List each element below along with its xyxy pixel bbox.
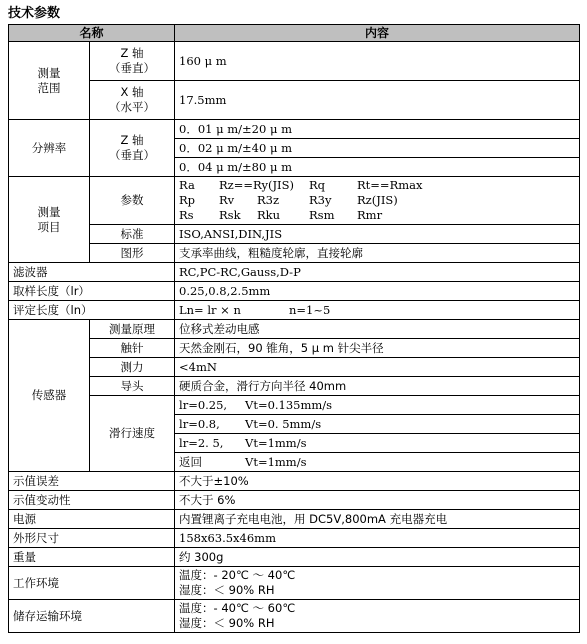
eval-value [175, 301, 580, 320]
speed-condition: lr=0.8, [179, 416, 220, 431]
range-label-b: 范围 [37, 80, 61, 95]
sensor-skid-value: 硬质合金，滑行方向半径 40mm [175, 377, 580, 396]
items-label-a: 测量 [37, 204, 61, 219]
items-params-value [175, 177, 580, 225]
header-row [9, 25, 580, 42]
spec-table [8, 24, 580, 633]
error-label: 示值误差 [9, 472, 175, 491]
size-value: 158x63.5x46mm [175, 529, 580, 548]
sensor-skid-row [9, 377, 580, 396]
filter-label: 滤波器 [9, 263, 175, 282]
sensor-principle-value: 位移式差动电感 [175, 320, 580, 339]
header-content: 内容 [175, 25, 580, 42]
resolution-row-1 [9, 120, 580, 139]
params-line-2 [179, 193, 575, 208]
variation-value: 不大于 6% [175, 491, 580, 510]
resolution-z-b: （垂直） [109, 148, 155, 162]
range-z-label [90, 42, 175, 81]
range-x-a: X 轴 [120, 85, 144, 99]
items-standard-row [9, 225, 580, 244]
filter-value: RC,PC-RC,Gauss,D-P [175, 263, 580, 282]
sensor-speed-row-1 [9, 396, 580, 415]
sensor-principle-row [9, 320, 580, 339]
sensor-principle-label: 测量原理 [90, 320, 175, 339]
items-standard-label: 标准 [90, 225, 175, 244]
items-standard-value: ISO,ANSI,DIN,JIS [175, 225, 580, 244]
eval-range: n=1~5 [289, 302, 331, 317]
speed-condition: 返回 [179, 454, 203, 469]
speed-row [175, 396, 580, 415]
weight-value: 约 300g [175, 548, 580, 567]
speed-value: Vt=0.135mm/s [245, 397, 333, 412]
speed-row [175, 415, 580, 434]
speed-value: Vt=1mm/s [245, 435, 307, 450]
eval-formula: Ln= lr × n [179, 302, 241, 317]
items-params-row [9, 177, 580, 225]
cutoff-value: 0.25,0.8,2.5mm [175, 282, 580, 301]
range-x-label [90, 81, 175, 120]
param: Rmr [357, 208, 383, 222]
header-name: 名称 [9, 25, 175, 42]
range-x-value: 17.5mm [175, 81, 580, 120]
resolution-value-3: 0．04 μ m/±80 μ m [175, 158, 580, 177]
power-row [9, 510, 580, 529]
speed-row [175, 453, 580, 472]
eval-row [9, 301, 580, 320]
store-env-temp: 温度：- 40℃ ～ 60℃ [179, 601, 296, 615]
sensor-stylus-row [9, 339, 580, 358]
power-value: 内置锂离子充电电池，用 DC5V,800mA 充电器充电 [175, 510, 580, 529]
variation-label: 示值变动性 [9, 491, 175, 510]
params-line-3 [179, 208, 575, 223]
size-label: 外形尺寸 [9, 529, 175, 548]
resolution-value-2: 0．02 μ m/±40 μ m [175, 139, 580, 158]
param: Rsk [219, 208, 241, 222]
speed-value: Vt=0. 5mm/s [245, 416, 322, 431]
weight-row [9, 548, 580, 567]
sensor-force-value: <4mN [175, 358, 580, 377]
sensor-stylus-value: 天然金刚石，90 锥角，5 μ m 针尖半径 [175, 339, 580, 358]
range-z-value: 160 μ m [175, 42, 580, 81]
param: R3y [309, 193, 332, 207]
param: Rs [179, 208, 194, 222]
param: Ra [179, 178, 195, 192]
work-env-value [175, 567, 580, 600]
store-env-value [175, 600, 580, 633]
error-row [9, 472, 580, 491]
work-env-label: 工作环境 [9, 567, 175, 600]
items-graphics-label: 图形 [90, 244, 175, 263]
resolution-value-1: 0．01 μ m/±20 μ m [175, 120, 580, 139]
work-env-temp: 温度：- 20℃ ～ 40℃ [179, 568, 296, 582]
items-graphics-value: 支承率曲线，粗糙度轮廓，直接轮廓 [175, 244, 580, 263]
store-env-row [9, 600, 580, 633]
power-label: 电源 [9, 510, 175, 529]
cutoff-label: 取样长度（lr） [9, 282, 175, 301]
variation-row [9, 491, 580, 510]
work-env-row [9, 567, 580, 600]
sensor-stylus-label: 触针 [90, 339, 175, 358]
store-env-label: 储存运输环境 [9, 600, 175, 633]
range-label [9, 42, 90, 120]
sensor-label: 传感器 [9, 320, 90, 472]
page-title: 技术参数 [8, 6, 61, 21]
store-env-humidity: 湿度：＜ 90% RH [179, 616, 275, 630]
speed-condition: lr=0.25, [179, 397, 228, 412]
sensor-force-row [9, 358, 580, 377]
weight-label: 重量 [9, 548, 175, 567]
sensor-speed-label: 滑行速度 [90, 396, 175, 472]
param: Rv [219, 193, 235, 207]
error-value: 不大于±10% [175, 472, 580, 491]
param: Rp [179, 193, 196, 207]
range-x-b: （水平） [109, 100, 155, 114]
param: Rq [309, 178, 326, 192]
range-z-a: Z 轴 [120, 46, 144, 60]
eval-label: 评定长度（ln） [9, 301, 175, 320]
param: Rt==Rmax [357, 178, 423, 192]
speed-value: Vt=1mm/s [245, 454, 307, 469]
size-row [9, 529, 580, 548]
work-env-humidity: 湿度：＜ 90% RH [179, 583, 275, 597]
range-z-row [9, 42, 580, 81]
speed-row [175, 434, 580, 453]
resolution-label: 分辨率 [9, 120, 90, 177]
cutoff-row [9, 282, 580, 301]
filter-row [9, 263, 580, 282]
resolution-z-a: Z 轴 [120, 133, 144, 147]
range-z-b: （垂直） [109, 61, 155, 75]
param: Rz(JIS) [357, 193, 398, 207]
params-line-1 [179, 178, 575, 193]
items-label-b: 项目 [37, 219, 61, 234]
items-label [9, 177, 90, 263]
range-x-row [9, 81, 580, 120]
sensor-force-label: 测力 [90, 358, 175, 377]
param: Rsm [309, 208, 335, 222]
speed-condition: lr=2. 5, [179, 435, 224, 450]
items-graphics-row [9, 244, 580, 263]
resolution-axis [90, 120, 175, 177]
param: Rku [257, 208, 281, 222]
items-params-label: 参数 [90, 177, 175, 225]
param: R3z [257, 193, 280, 207]
range-label-a: 测量 [37, 65, 61, 80]
sensor-skid-label: 导头 [90, 377, 175, 396]
param: Rz==Ry(JIS) [219, 178, 294, 192]
